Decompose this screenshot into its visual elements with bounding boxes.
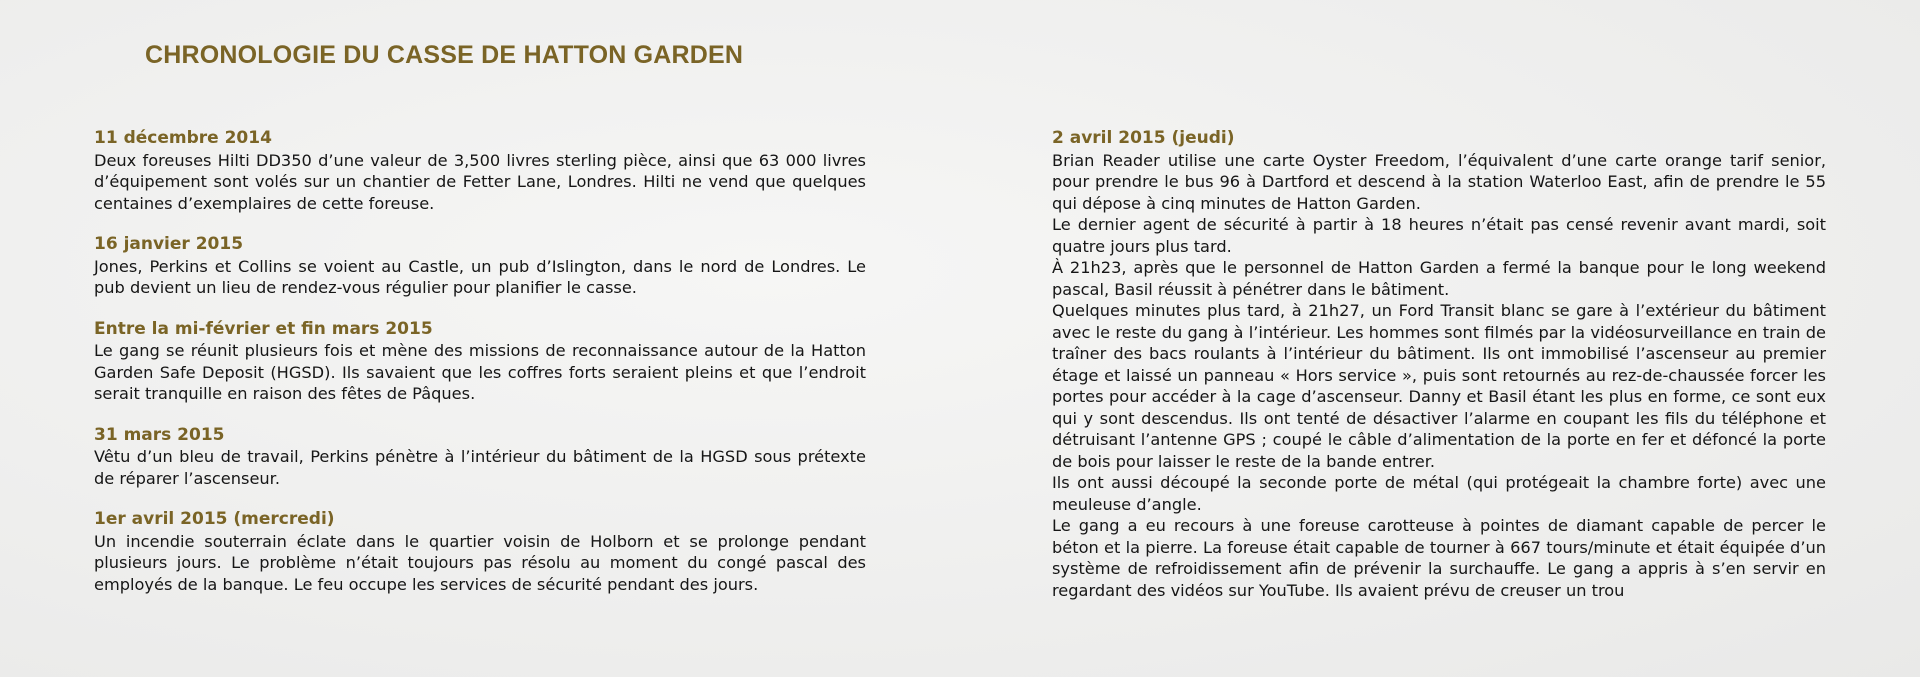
timeline-entry bbox=[94, 425, 866, 490]
entry-paragraph: Ils ont aussi découpé la seconde porte de métal (qui protégeait la chambre forte) avec une meuleuse d’angle. bbox=[1052, 473, 1826, 514]
entry-date: 31 mars 2015 bbox=[94, 424, 225, 445]
entry-date: 2 avril 2015 (jeudi) bbox=[1052, 128, 1235, 148]
entry-paragraph: Le gang a eu recours à une foreuse carotteuse à pointes de diamant capable de percer le béton et la pierre. La foreuse était capable de tourner à 667 tours/minute et était équipée d’un système de refroidissement afin de prévenir la surchauffe. Le gang a appris à s’en servir en regardant des vidéos sur YouTube. Ils avaient prévu de creuser un trou bbox=[1052, 516, 1826, 600]
timeline-entry bbox=[94, 128, 866, 214]
timeline-entry bbox=[94, 319, 866, 405]
timeline-entry bbox=[94, 509, 866, 595]
page-title: CHRONOLOGIE DU CASSE DE HATTON GARDEN bbox=[145, 41, 744, 69]
entry-date: 16 janvier 2015 bbox=[94, 234, 244, 254]
entry-text: Deux foreuses Hilti DD350 d’une valeur de 3,500 livres sterling pièce, ainsi que 63 000 livres d’équipement sont volés sur un chantier de Fetter Lane, Londres. Hilti ne vend que quelques centaines d’exemplaires de cette foreuse. bbox=[94, 150, 866, 213]
entry-date: 1er avril 2015 (mercredi) bbox=[94, 509, 335, 529]
entry-text: Un incendie souterrain éclate dans le quartier voisin de Holborn et se prolonge pendant plusieurs jours. Le problème n’était toujours pas résolu au moment du congé pascal des employés de la banque. Le feu occupe les services de sécurité pendant des jours. bbox=[94, 531, 866, 594]
timeline-right-column bbox=[1052, 128, 1826, 621]
entry-paragraph: Le dernier agent de sécurité à partir à 18 heures n’était pas censé revenir avant mardi, soit quatre jours plus tard. bbox=[1052, 215, 1826, 256]
timeline-entry bbox=[1052, 128, 1826, 601]
entry-text bbox=[1052, 150, 1826, 602]
entry-text: Le gang se réunit plusieurs fois et mène des missions de reconnaissance autour de la Hatton Garden Safe Deposit (HGSD). Ils savaient que les coffres forts seraient pleins et que l’endroit serait tranquille en raison des fêtes de Pâques. bbox=[94, 341, 866, 403]
entry-date: Entre la mi-février et fin mars 2015 bbox=[94, 318, 433, 339]
timeline-left-column bbox=[94, 128, 866, 615]
entry-paragraph: Quelques minutes plus tard, à 21h27, un Ford Transit blanc se gare à l’extérieur du bâtiment avec le reste du gang à l’intérieur. Les hommes sont filmés par la vidéosurveillance en train de traîner des bacs roulants à l’intérieur du bâtiment. Ils ont immobilisé l’ascenseur au premier étage et laissé un panneau « Hors service », puis sont retournés au rez-de-chaussée forcer les portes pour accéder à la cage d’ascenseur. Danny et Basil étant les plus en forme, ce sont eux qui y sont descendus. Ils ont tenté de désactiver l’alarme en coupant les fils du téléphone et détruisant l’antenne GPS ; coupé le câble d’alimentation de la porte en fer et défoncé la porte de bois pour laisser le reste de la bande entrer. bbox=[1052, 301, 1826, 471]
entry-text: Jones, Perkins et Collins se voient au Castle, un pub d’Islington, dans le nord de Londres. Le pub devient un lieu de rendez-vous régulier pour planifier le casse. bbox=[94, 256, 866, 297]
timeline-entry bbox=[94, 234, 866, 299]
entry-paragraph: Brian Reader utilise une carte Oyster Freedom, l’équivalent d’une carte orange tarif senior, pour prendre le bus 96 à Dartford et descend à la station Waterloo East, afin de prendre le 55 qui dépose à cinq minutes de Hatton Garden. bbox=[1052, 150, 1826, 213]
entry-paragraph: À 21h23, après que le personnel de Hatton Garden a fermé la banque pour le long weekend pascal, Basil réussit à pénétrer dans le bâtiment. bbox=[1052, 258, 1826, 299]
entry-date: 11 décembre 2014 bbox=[94, 128, 272, 148]
entry-text: Vêtu d’un bleu de travail, Perkins pénètre à l’intérieur du bâtiment de la HGSD sous prétexte de réparer l’ascenseur. bbox=[94, 447, 866, 488]
